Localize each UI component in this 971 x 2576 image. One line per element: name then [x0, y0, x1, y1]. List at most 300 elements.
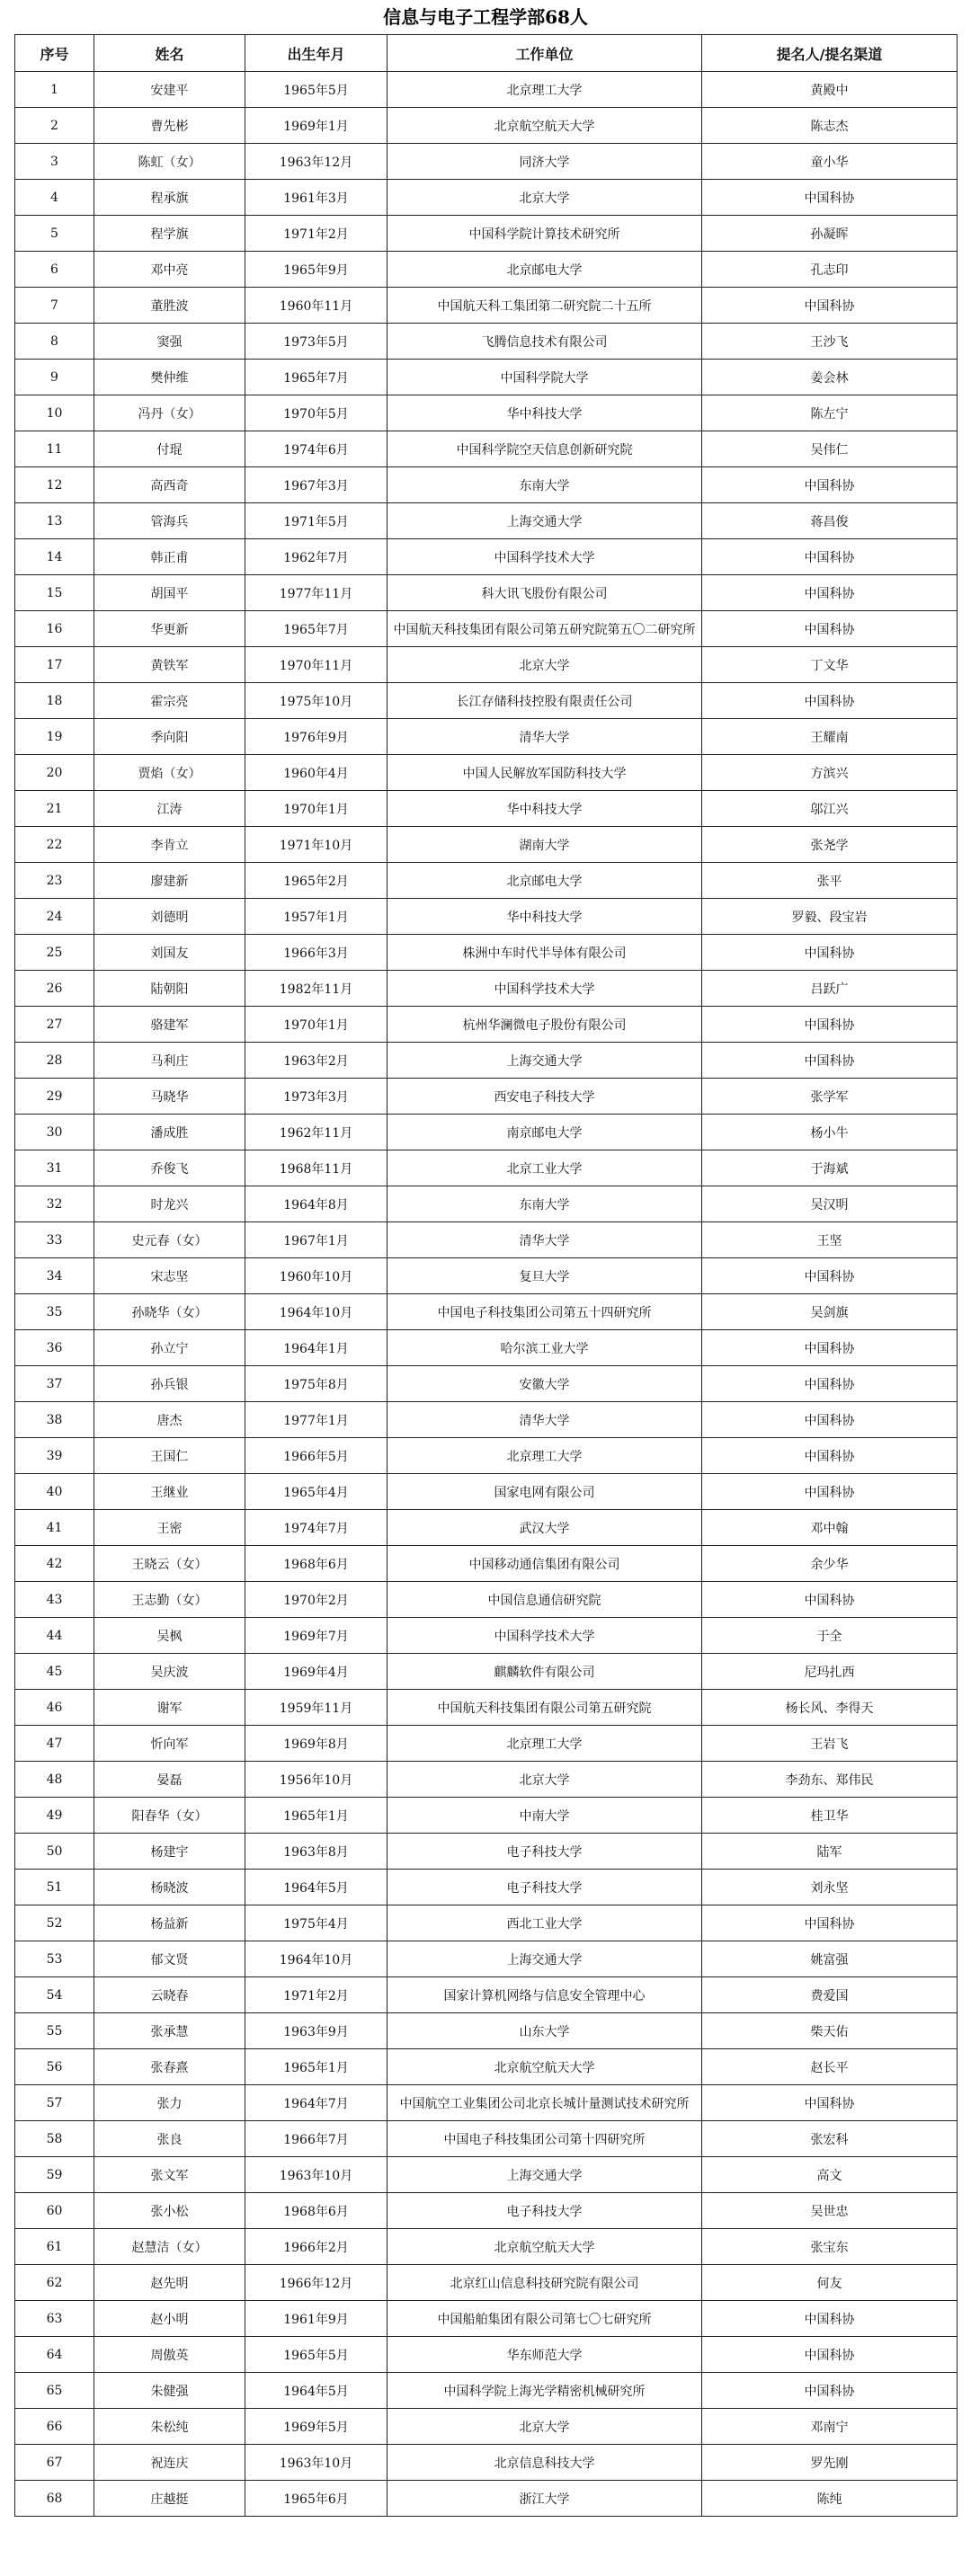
cell-name: 赵小明: [94, 2301, 245, 2337]
cell-name: 张春熹: [94, 2049, 245, 2085]
cell-birth: 1967年1月: [245, 1222, 388, 1258]
cell-name: 赵慧洁（女）: [94, 2229, 245, 2265]
cell-birth: 1957年1月: [245, 899, 388, 935]
cell-name: 孙兵银: [94, 1366, 245, 1402]
cell-birth: 1968年11月: [245, 1150, 388, 1186]
table-row: [15, 1798, 958, 1834]
cell-nominator: 杨小牛: [702, 1115, 958, 1150]
cell-organization: 山东大学: [388, 2013, 702, 2049]
cell-no: 31: [15, 1150, 94, 1186]
cell-nominator: 黄殿中: [702, 72, 958, 108]
table-row: [15, 108, 958, 144]
cell-organization: 东南大学: [388, 1186, 702, 1222]
table-row: [15, 1690, 958, 1726]
cell-name: 刘德明: [94, 899, 245, 935]
cell-organization: 中国航天科工集团第二研究院二十五所: [388, 288, 702, 324]
cell-no: 50: [15, 1834, 94, 1870]
table-row: [15, 2157, 958, 2193]
cell-organization: 中国人民解放军国防科技大学: [388, 755, 702, 791]
cell-nominator: 中国科协: [702, 1258, 958, 1294]
cell-organization: 清华大学: [388, 719, 702, 755]
cell-name: 王国仁: [94, 1438, 245, 1474]
cell-organization: 中国移动通信集团有限公司: [388, 1546, 702, 1582]
cell-birth: 1964年5月: [245, 1870, 388, 1905]
cell-name: 韩正甫: [94, 539, 245, 575]
cell-organization: 北京邮电大学: [388, 863, 702, 899]
table-row: [15, 935, 958, 971]
cell-birth: 1969年8月: [245, 1726, 388, 1762]
table-row: [15, 1330, 958, 1366]
table-row: [15, 1510, 958, 1546]
cell-organization: 西北工业大学: [388, 1905, 702, 1941]
cell-nominator: 丁文华: [702, 647, 958, 683]
cell-birth: 1973年5月: [245, 324, 388, 360]
cell-organization: 华中科技大学: [388, 395, 702, 431]
cell-name: 付琨: [94, 431, 245, 467]
cell-no: 30: [15, 1115, 94, 1150]
cell-no: 58: [15, 2121, 94, 2157]
table-row: [15, 2445, 958, 2481]
cell-nominator: 陈左宁: [702, 395, 958, 431]
cell-nominator: 柴天佑: [702, 2013, 958, 2049]
cell-organization: 北京大学: [388, 1762, 702, 1798]
cell-birth: 1971年2月: [245, 216, 388, 252]
cell-organization: 麒麟软件有限公司: [388, 1654, 702, 1690]
cell-nominator: 陆军: [702, 1834, 958, 1870]
cell-nominator: 中国科协: [702, 2337, 958, 2373]
cell-organization: 北京邮电大学: [388, 252, 702, 288]
cell-organization: 哈尔滨工业大学: [388, 1330, 702, 1366]
cell-name: 程学旗: [94, 216, 245, 252]
table-row: [15, 2049, 958, 2085]
cell-name: 张承慧: [94, 2013, 245, 2049]
cell-no: 68: [15, 2481, 94, 2517]
cell-nominator: 王沙飞: [702, 324, 958, 360]
cell-organization: 中国科学院计算技术研究所: [388, 216, 702, 252]
table-row: [15, 431, 958, 467]
cell-birth: 1963年2月: [245, 1043, 388, 1079]
table-row: [15, 1150, 958, 1186]
cell-nominator: 吴伟仁: [702, 431, 958, 467]
cell-organization: 上海交通大学: [388, 1941, 702, 1977]
cell-no: 46: [15, 1690, 94, 1726]
cell-name: 乔俊飞: [94, 1150, 245, 1186]
cell-no: 33: [15, 1222, 94, 1258]
cell-birth: 1982年11月: [245, 971, 388, 1007]
cell-organization: 浙江大学: [388, 2481, 702, 2517]
cell-no: 59: [15, 2157, 94, 2193]
table-row: [15, 791, 958, 827]
table-row: [15, 1941, 958, 1977]
cell-no: 9: [15, 360, 94, 395]
cell-no: 1: [15, 72, 94, 108]
cell-organization: 国家计算机网络与信息安全管理中心: [388, 1977, 702, 2013]
cell-birth: 1964年10月: [245, 1941, 388, 1977]
cell-nominator: 何友: [702, 2265, 958, 2301]
cell-organization: 中国电子科技集团公司第十四研究所: [388, 2121, 702, 2157]
cell-nominator: 吴汉明: [702, 1186, 958, 1222]
cell-nominator: 吴剑旗: [702, 1294, 958, 1330]
cell-organization: 北京工业大学: [388, 1150, 702, 1186]
cell-organization: 中国航天科技集团有限公司第五研究院: [388, 1690, 702, 1726]
cell-birth: 1965年9月: [245, 252, 388, 288]
cell-organization: 上海交通大学: [388, 503, 702, 539]
cell-no: 54: [15, 1977, 94, 2013]
cell-no: 20: [15, 755, 94, 791]
cell-birth: 1965年4月: [245, 1474, 388, 1510]
cell-no: 32: [15, 1186, 94, 1222]
table-row: [15, 252, 958, 288]
cell-nominator: 于海斌: [702, 1150, 958, 1186]
cell-nominator: 中国科协: [702, 1438, 958, 1474]
cell-nominator: 王坚: [702, 1222, 958, 1258]
table-row: [15, 2265, 958, 2301]
cell-birth: 1971年10月: [245, 827, 388, 863]
cell-nominator: 中国科协: [702, 1366, 958, 1402]
cell-organization: 安徽大学: [388, 1366, 702, 1402]
table-row: [15, 1618, 958, 1654]
cell-name: 程承旗: [94, 180, 245, 216]
cell-no: 51: [15, 1870, 94, 1905]
cell-nominator: 张宏科: [702, 2121, 958, 2157]
table-row: [15, 647, 958, 683]
cell-no: 17: [15, 647, 94, 683]
cell-birth: 1970年5月: [245, 395, 388, 431]
cell-name: 董胜波: [94, 288, 245, 324]
cell-birth: 1965年6月: [245, 2481, 388, 2517]
table-row: [15, 1186, 958, 1222]
cell-no: 61: [15, 2229, 94, 2265]
cell-birth: 1966年12月: [245, 2265, 388, 2301]
cell-nominator: 赵长平: [702, 2049, 958, 2085]
cell-organization: 北京信息科技大学: [388, 2445, 702, 2481]
cell-birth: 1975年10月: [245, 683, 388, 719]
cell-nominator: 中国科协: [702, 180, 958, 216]
cell-no: 2: [15, 108, 94, 144]
cell-birth: 1965年5月: [245, 2337, 388, 2373]
cell-name: 马利庄: [94, 1043, 245, 1079]
cell-name: 谢军: [94, 1690, 245, 1726]
cell-name: 朱松纯: [94, 2409, 245, 2445]
cell-birth: 1963年10月: [245, 2445, 388, 2481]
cell-name: 潘成胜: [94, 1115, 245, 1150]
cell-nominator: 尼玛扎西: [702, 1654, 958, 1690]
cell-organization: 北京航空航天大学: [388, 2049, 702, 2085]
cell-no: 37: [15, 1366, 94, 1402]
table-row: [15, 1762, 958, 1798]
cell-name: 张文军: [94, 2157, 245, 2193]
cell-nominator: 张学军: [702, 1079, 958, 1115]
cell-name: 宋志坚: [94, 1258, 245, 1294]
cell-no: 41: [15, 1510, 94, 1546]
cell-birth: 1963年12月: [245, 144, 388, 180]
cell-birth: 1960年4月: [245, 755, 388, 791]
cell-name: 王志勤（女）: [94, 1582, 245, 1618]
table-row: [15, 1258, 958, 1294]
table-row: [15, 2229, 958, 2265]
cell-birth: 1970年1月: [245, 1007, 388, 1043]
table-row: [15, 2085, 958, 2121]
header-no: 序号: [15, 35, 94, 72]
cell-no: 66: [15, 2409, 94, 2445]
cell-nominator: 姜会林: [702, 360, 958, 395]
table-row: [15, 2193, 958, 2229]
table-row: [15, 1474, 958, 1510]
cell-organization: 上海交通大学: [388, 2157, 702, 2193]
cell-birth: 1962年11月: [245, 1115, 388, 1150]
cell-nominator: 孔志印: [702, 252, 958, 288]
page-title: 信息与电子工程学部68人: [383, 6, 588, 28]
table-row: [15, 1222, 958, 1258]
table-row: [15, 1546, 958, 1582]
cell-organization: 中国科学院大学: [388, 360, 702, 395]
table-row: [15, 216, 958, 252]
cell-birth: 1965年7月: [245, 360, 388, 395]
header-organization: 工作单位: [388, 35, 702, 72]
cell-name: 张力: [94, 2085, 245, 2121]
cell-no: 7: [15, 288, 94, 324]
cell-name: 祝连庆: [94, 2445, 245, 2481]
cell-birth: 1971年2月: [245, 1977, 388, 2013]
table-row: [15, 971, 958, 1007]
cell-no: 11: [15, 431, 94, 467]
table-row: [15, 1115, 958, 1150]
cell-name: 安建平: [94, 72, 245, 108]
cell-birth: 1956年10月: [245, 1762, 388, 1798]
cell-no: 23: [15, 863, 94, 899]
cell-name: 赵先明: [94, 2265, 245, 2301]
cell-name: 曹先彬: [94, 108, 245, 144]
cell-no: 15: [15, 575, 94, 611]
cell-birth: 1971年5月: [245, 503, 388, 539]
cell-birth: 1969年1月: [245, 108, 388, 144]
cell-organization: 北京航空航天大学: [388, 108, 702, 144]
cell-organization: 同济大学: [388, 144, 702, 180]
cell-birth: 1966年2月: [245, 2229, 388, 2265]
cell-name: 吴庆波: [94, 1654, 245, 1690]
cell-name: 阳春华（女）: [94, 1798, 245, 1834]
cell-name: 时龙兴: [94, 1186, 245, 1222]
cell-birth: 1964年1月: [245, 1330, 388, 1366]
cell-nominator: 蒋昌俊: [702, 503, 958, 539]
cell-no: 60: [15, 2193, 94, 2229]
cell-organization: 中国科学院上海光学精密机械研究所: [388, 2373, 702, 2409]
cell-nominator: 中国科协: [702, 1474, 958, 1510]
cell-nominator: 罗先刚: [702, 2445, 958, 2481]
cell-organization: 北京红山信息科技研究院有限公司: [388, 2265, 702, 2301]
cell-nominator: 中国科协: [702, 2373, 958, 2409]
table-row: [15, 575, 958, 611]
cell-name: 陈虹（女）: [94, 144, 245, 180]
cell-birth: 1964年7月: [245, 2085, 388, 2121]
cell-no: 16: [15, 611, 94, 647]
cell-nominator: 陈纯: [702, 2481, 958, 2517]
cell-name: 王密: [94, 1510, 245, 1546]
cell-birth: 1968年6月: [245, 2193, 388, 2229]
cell-organization: 北京大学: [388, 180, 702, 216]
cell-birth: 1965年1月: [245, 2049, 388, 2085]
cell-no: 14: [15, 539, 94, 575]
cell-nominator: 杨长风、李得天: [702, 1690, 958, 1726]
cell-birth: 1968年6月: [245, 1546, 388, 1582]
table-row: [15, 899, 958, 935]
cell-name: 邓中亮: [94, 252, 245, 288]
cell-nominator: 中国科协: [702, 611, 958, 647]
table-row: [15, 1294, 958, 1330]
cell-name: 高西奇: [94, 467, 245, 503]
cell-organization: 中国科学技术大学: [388, 1618, 702, 1654]
cell-organization: 中国电子科技集团公司第五十四研究所: [388, 1294, 702, 1330]
cell-organization: 中南大学: [388, 1798, 702, 1834]
cell-nominator: 吴世忠: [702, 2193, 958, 2229]
members-table: [14, 34, 958, 2517]
cell-organization: 湖南大学: [388, 827, 702, 863]
cell-nominator: 中国科协: [702, 1043, 958, 1079]
cell-name: 胡国平: [94, 575, 245, 611]
cell-nominator: 张尧学: [702, 827, 958, 863]
cell-no: 57: [15, 2085, 94, 2121]
cell-nominator: 中国科协: [702, 1007, 958, 1043]
cell-birth: 1963年10月: [245, 2157, 388, 2193]
cell-birth: 1965年5月: [245, 72, 388, 108]
cell-name: 孙立宁: [94, 1330, 245, 1366]
cell-name: 李肯立: [94, 827, 245, 863]
table-row: [15, 2409, 958, 2445]
cell-nominator: 童小华: [702, 144, 958, 180]
cell-no: 42: [15, 1546, 94, 1582]
table-row: [15, 827, 958, 863]
cell-no: 67: [15, 2445, 94, 2481]
cell-no: 24: [15, 899, 94, 935]
cell-no: 19: [15, 719, 94, 755]
cell-organization: 中国船舶集团有限公司第七〇七研究所: [388, 2301, 702, 2337]
cell-no: 29: [15, 1079, 94, 1115]
table-row: [15, 1079, 958, 1115]
cell-organization: 华中科技大学: [388, 899, 702, 935]
table-row: [15, 1366, 958, 1402]
cell-name: 黄铁军: [94, 647, 245, 683]
cell-birth: 1963年8月: [245, 1834, 388, 1870]
cell-organization: 杭州华澜微电子股份有限公司: [388, 1007, 702, 1043]
cell-name: 陆朝阳: [94, 971, 245, 1007]
table-row: [15, 755, 958, 791]
cell-name: 华更新: [94, 611, 245, 647]
cell-name: 马晓华: [94, 1079, 245, 1115]
table-row: [15, 863, 958, 899]
cell-organization: 中国科学技术大学: [388, 971, 702, 1007]
table-body: [15, 72, 958, 2517]
cell-no: 47: [15, 1726, 94, 1762]
cell-name: 朱健强: [94, 2373, 245, 2409]
cell-nominator: 邬江兴: [702, 791, 958, 827]
cell-no: 56: [15, 2049, 94, 2085]
cell-name: 孙晓华（女）: [94, 1294, 245, 1330]
cell-name: 杨建宇: [94, 1834, 245, 1870]
cell-birth: 1970年11月: [245, 647, 388, 683]
header-birth: 出生年月: [245, 35, 388, 72]
cell-nominator: 张平: [702, 863, 958, 899]
cell-name: 樊仲维: [94, 360, 245, 395]
cell-nominator: 姚富强: [702, 1941, 958, 1977]
table-row: [15, 683, 958, 719]
cell-organization: 清华大学: [388, 1402, 702, 1438]
table-row: [15, 1654, 958, 1690]
cell-birth: 1966年5月: [245, 1438, 388, 1474]
cell-nominator: 中国科协: [702, 1330, 958, 1366]
cell-name: 杨晓波: [94, 1870, 245, 1905]
cell-no: 55: [15, 2013, 94, 2049]
table-row: [15, 1834, 958, 1870]
cell-nominator: 桂卫华: [702, 1798, 958, 1834]
cell-name: 窦强: [94, 324, 245, 360]
cell-nominator: 中国科协: [702, 1402, 958, 1438]
cell-no: 36: [15, 1330, 94, 1366]
cell-name: 冯丹（女）: [94, 395, 245, 431]
cell-name: 郁文贤: [94, 1941, 245, 1977]
cell-no: 10: [15, 395, 94, 431]
cell-no: 63: [15, 2301, 94, 2337]
cell-birth: 1959年11月: [245, 1690, 388, 1726]
table-row: [15, 503, 958, 539]
cell-organization: 中国航空工业集团公司北京长城计量测试技术研究所: [388, 2085, 702, 2121]
cell-birth: 1966年7月: [245, 2121, 388, 2157]
cell-organization: 北京理工大学: [388, 1438, 702, 1474]
cell-birth: 1975年8月: [245, 1366, 388, 1402]
cell-name: 张小松: [94, 2193, 245, 2229]
cell-organization: 长江存储科技控股有限责任公司: [388, 683, 702, 719]
cell-birth: 1975年4月: [245, 1905, 388, 1941]
cell-birth: 1965年1月: [245, 1798, 388, 1834]
cell-organization: 清华大学: [388, 1222, 702, 1258]
cell-birth: 1974年6月: [245, 431, 388, 467]
table-row: [15, 395, 958, 431]
table-row: [15, 2481, 958, 2517]
cell-organization: 复旦大学: [388, 1258, 702, 1294]
cell-nominator: 李劲东、郑伟民: [702, 1762, 958, 1798]
cell-no: 4: [15, 180, 94, 216]
cell-name: 周傲英: [94, 2337, 245, 2373]
cell-nominator: 余少华: [702, 1546, 958, 1582]
cell-no: 62: [15, 2265, 94, 2301]
cell-name: 王继业: [94, 1474, 245, 1510]
cell-nominator: 费爱国: [702, 1977, 958, 2013]
cell-nominator: 中国科协: [702, 288, 958, 324]
cell-organization: 北京大学: [388, 2409, 702, 2445]
cell-birth: 1964年8月: [245, 1186, 388, 1222]
cell-nominator: 刘永坚: [702, 1870, 958, 1905]
cell-nominator: 中国科协: [702, 575, 958, 611]
cell-birth: 1963年9月: [245, 2013, 388, 2049]
cell-no: 45: [15, 1654, 94, 1690]
cell-no: 28: [15, 1043, 94, 1079]
cell-birth: 1970年1月: [245, 791, 388, 827]
cell-nominator: 张宝东: [702, 2229, 958, 2265]
cell-name: 唐杰: [94, 1402, 245, 1438]
table-row: [15, 1007, 958, 1043]
cell-name: 吴枫: [94, 1618, 245, 1654]
table-row: [15, 324, 958, 360]
table-row: [15, 539, 958, 575]
cell-organization: 华中科技大学: [388, 791, 702, 827]
cell-birth: 1977年11月: [245, 575, 388, 611]
table-row: [15, 180, 958, 216]
cell-name: 史元春（女）: [94, 1222, 245, 1258]
cell-nominator: 中国科协: [702, 935, 958, 971]
cell-birth: 1965年2月: [245, 863, 388, 899]
cell-name: 晏磊: [94, 1762, 245, 1798]
cell-no: 40: [15, 1474, 94, 1510]
cell-no: 48: [15, 1762, 94, 1798]
